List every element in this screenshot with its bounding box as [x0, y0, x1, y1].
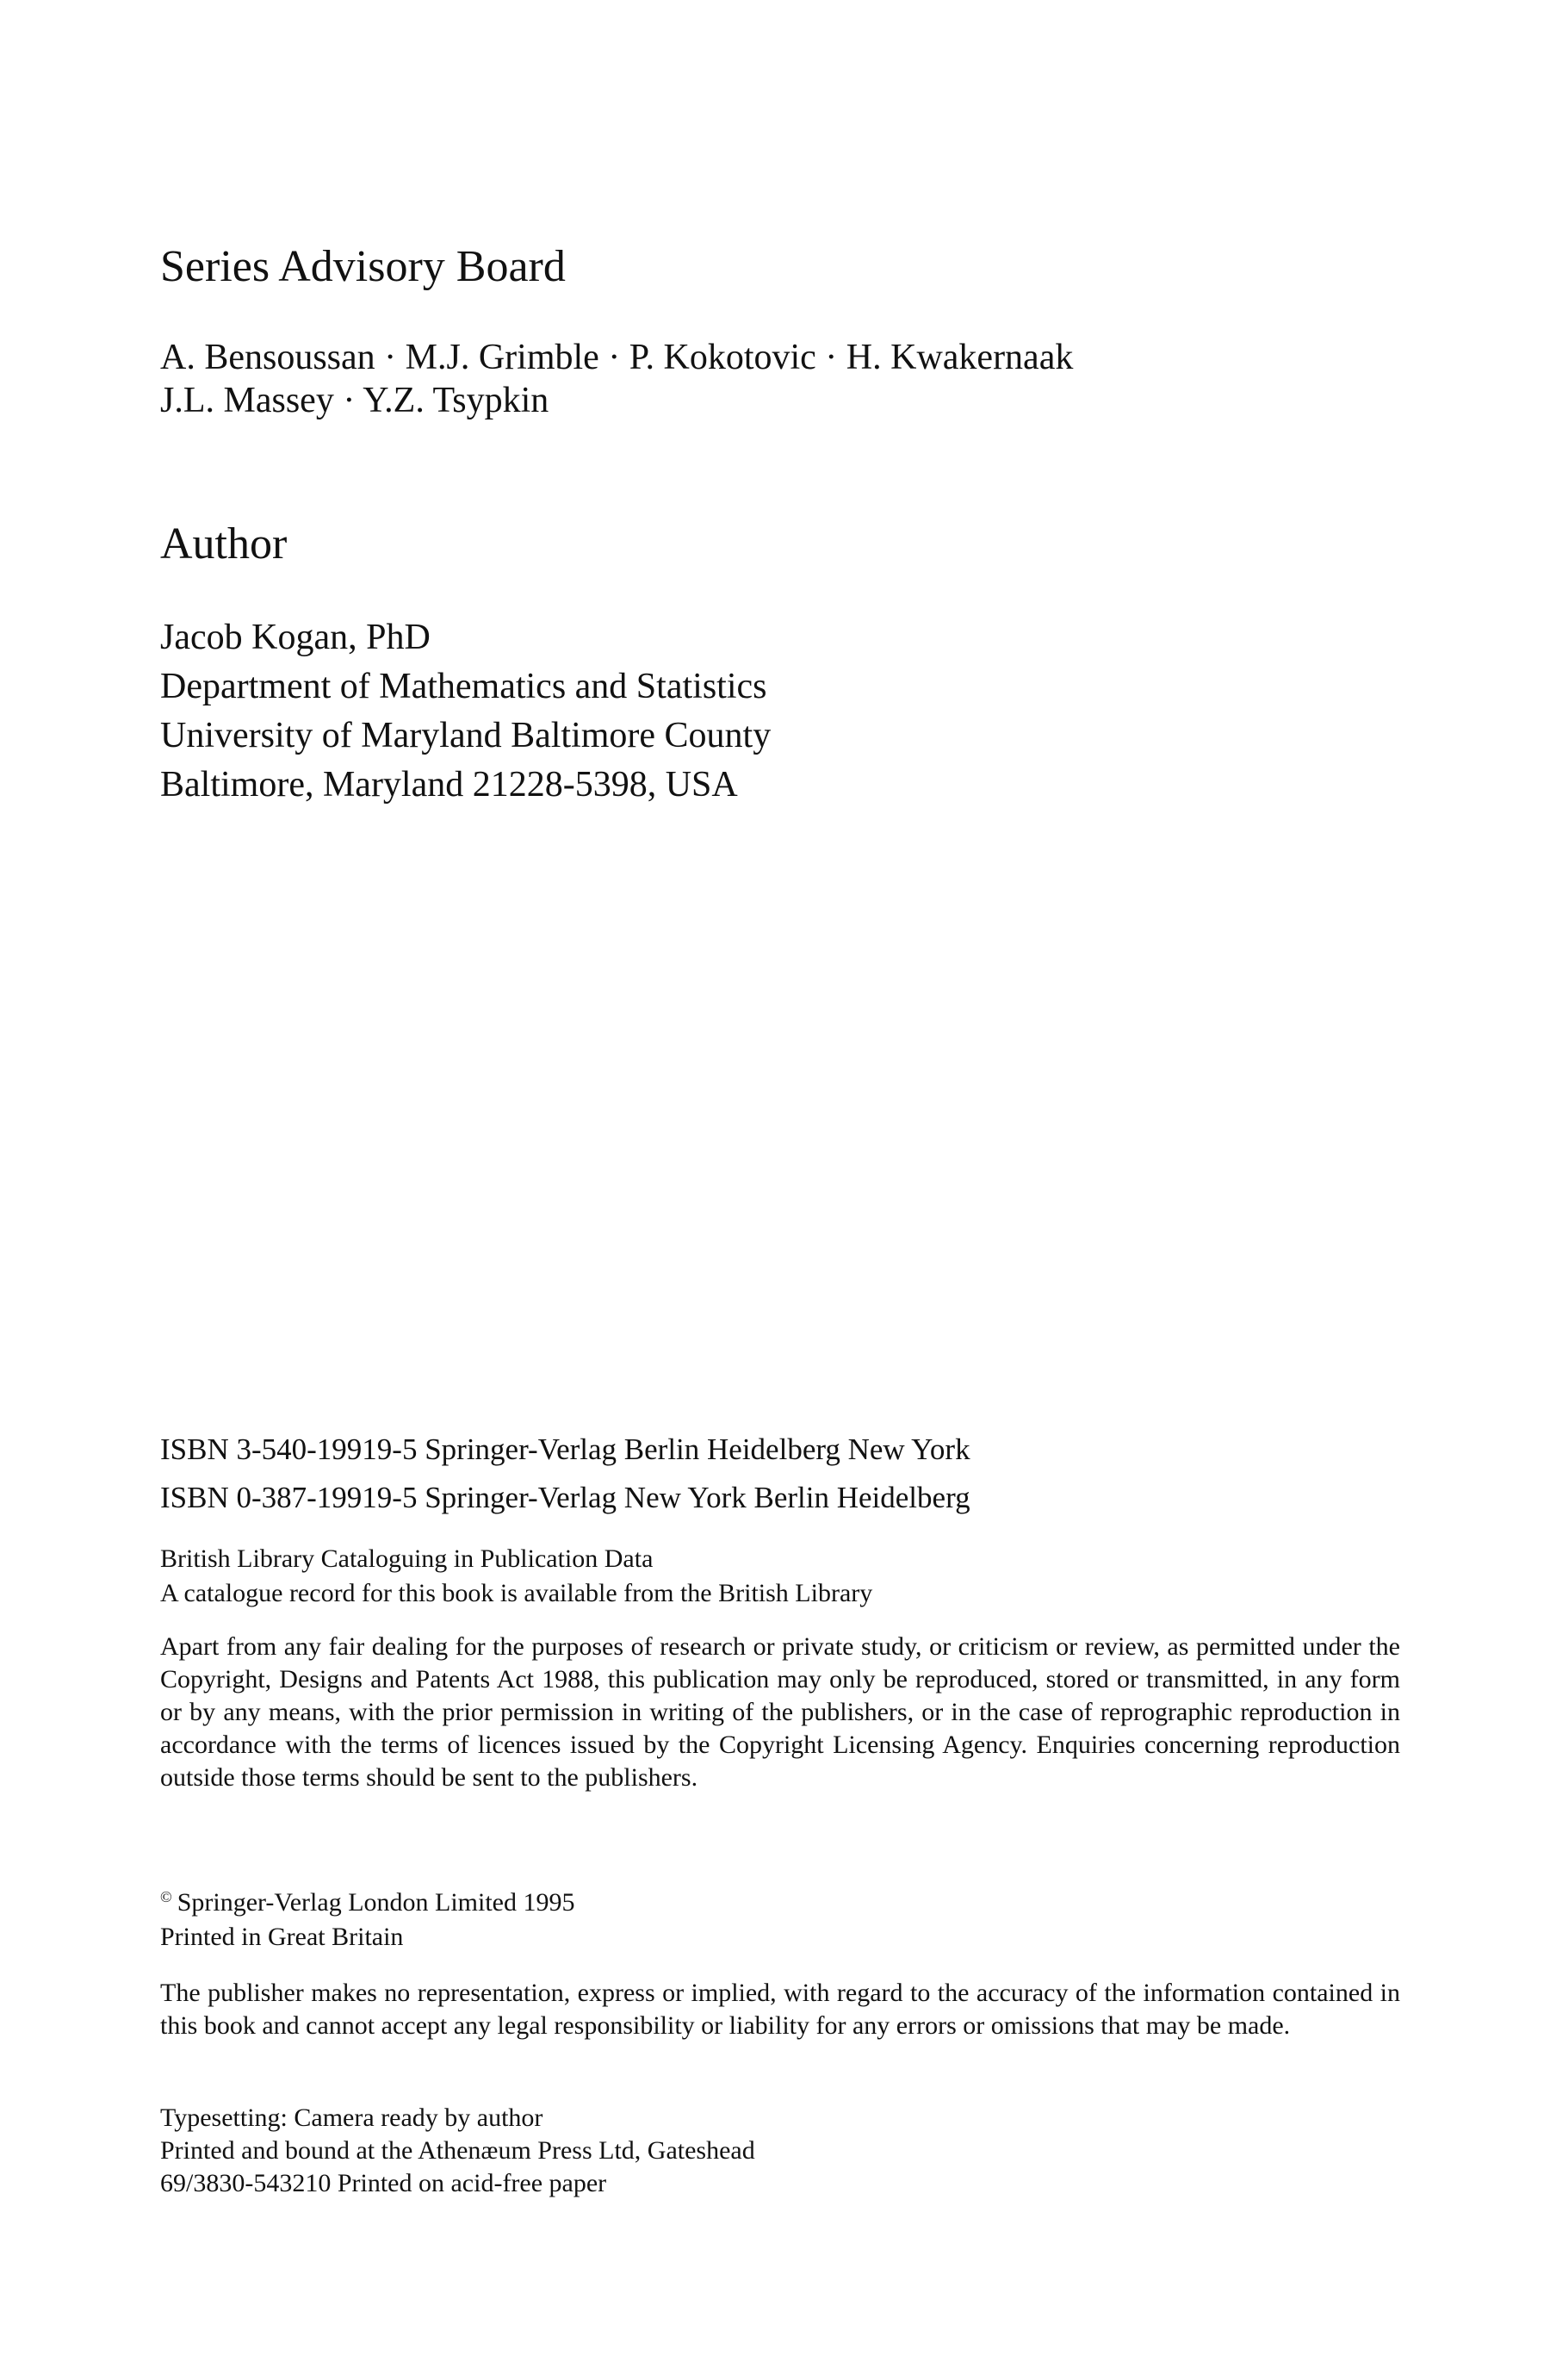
series-board-members-line-1: A. Bensoussan · M.J. Grimble · P. Kokotovic · H. Kwakernaak [160, 338, 1074, 377]
production-code-line: 69/3830-543210 Printed on acid-free paper [160, 2169, 607, 2197]
rights-notice: Apart from any fair dealing for the purposes of research or private study, or criticism or review, as permitted under the Copyright, Designs and Patents Act 1988, this publication may only be reproduced, stored or transmitted, in any form or by any means, with the prior permission in writing of the publishers, or in the case of reprographic reproduction in accordance with the terms of licences issued by the Copyright Licensing Agency. Enquiries concerning reproduction outside those terms should be sent to the publishers. [160, 1632, 1400, 1792]
author-department: Department of Mathematics and Statistics [160, 667, 767, 706]
typesetting-line: Typesetting: Camera ready by author [160, 2103, 543, 2132]
copyright-holder: Springer-Verlag London Limited 1995 [177, 1888, 575, 1917]
isbn-line-2: ISBN 0-387-19919-5 Springer-Verlag New York Berlin Heidelberg [160, 1481, 970, 1514]
series-board-members [160, 336, 1073, 422]
author-heading: Author [160, 519, 288, 569]
copyright-block [160, 1880, 575, 1954]
printed-in: Printed in Great Britain [160, 1923, 404, 1951]
cip-title: British Library Cataloguing in Publication Data [160, 1544, 654, 1573]
isbn-line-1: ISBN 3-540-19919-5 Springer-Verlag Berlin Heidelberg New York [160, 1432, 970, 1466]
author-address: Baltimore, Maryland 21228-5398, USA [160, 765, 738, 805]
series-board-members-line-2: J.L. Massey · Y.Z. Tsypkin [160, 381, 549, 420]
copyright-page [160, 0, 1409, 2380]
author-university: University of Maryland Baltimore County [160, 716, 772, 755]
copyright-symbol: © [160, 1888, 172, 1905]
copyright-line [160, 1880, 575, 1920]
disclaimer: The publisher makes no representation, express or implied, with regard to the accuracy of the information contained in this book and cannot accept any legal responsibility or liability for any errors or omissions that may be made. [160, 1979, 1400, 2040]
isbn-block [160, 1426, 970, 1522]
production-block [160, 2102, 755, 2200]
printed-bound-line: Printed and bound at the Athenæum Press Ltd, Gateshead [160, 2136, 755, 2165]
cip-text: A catalogue record for this book is available from the British Library [160, 1579, 873, 1607]
author-details [160, 613, 771, 810]
series-board-heading: Series Advisory Board [160, 242, 566, 291]
cip-block [160, 1542, 872, 1611]
author-name: Jacob Kogan, PhD [160, 618, 431, 657]
